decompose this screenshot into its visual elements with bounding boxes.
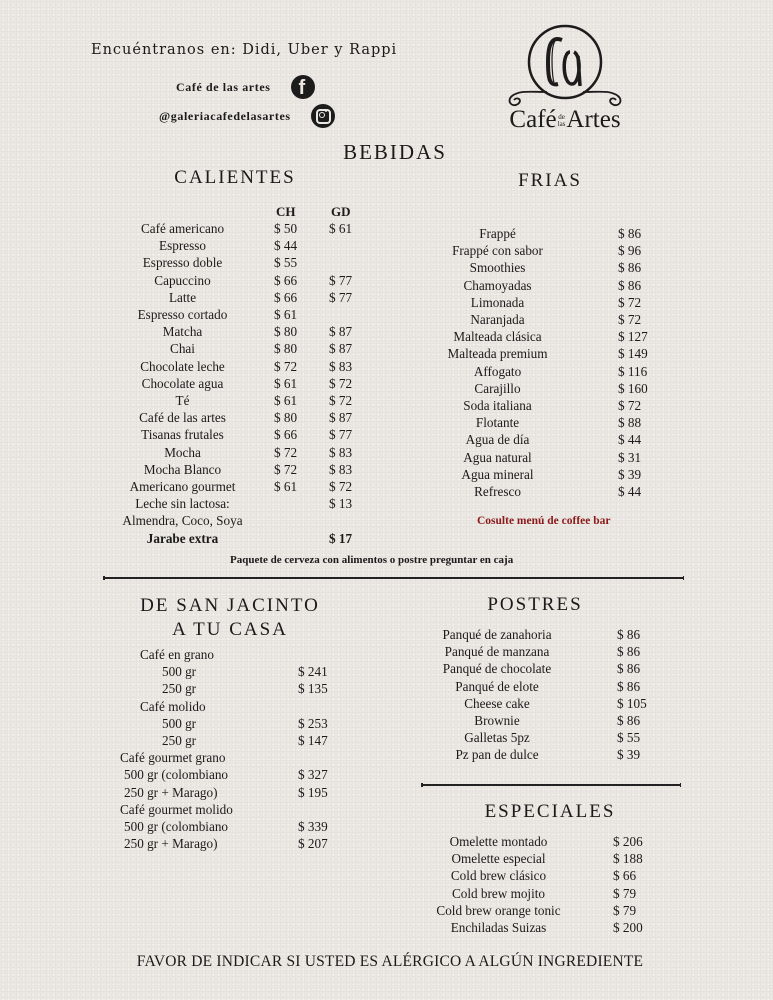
price-gd: $ 77 bbox=[329, 427, 353, 443]
item-name: Café americano bbox=[140, 221, 225, 236]
postres-divider bbox=[421, 784, 681, 786]
item-price: $ 327 bbox=[298, 767, 328, 783]
facebook-name: Café de las artes bbox=[176, 79, 271, 94]
item-name: 250 gr + Marago) bbox=[124, 784, 218, 800]
item-price: $ 86 bbox=[618, 226, 642, 241]
beer-note: Paquete de cerveza con alimentos o postre preguntar en caja bbox=[230, 554, 514, 566]
item-price: $ 86 bbox=[617, 661, 641, 677]
postres-title: POSTRES bbox=[487, 594, 583, 615]
calientes-title: CALIENTES bbox=[174, 167, 296, 188]
menu-item bbox=[432, 678, 641, 695]
item-name: Leche sin lactosa: bbox=[135, 496, 230, 512]
menu-item bbox=[140, 646, 290, 663]
item-name: 250 gr + Marago) bbox=[124, 836, 218, 852]
item-price: $ 44 bbox=[618, 484, 642, 499]
delivery-apps-text: Encuéntranos en: Didi, Uber y Rappi bbox=[91, 42, 398, 58]
menu-item bbox=[110, 392, 353, 409]
item-name: Café gourmet molido bbox=[120, 801, 233, 817]
logo-monogram-icon bbox=[490, 22, 640, 112]
item-price: $ 79 bbox=[613, 902, 637, 918]
price-ch: $ 66 bbox=[274, 272, 298, 288]
menu-item bbox=[430, 483, 642, 500]
item-name: Matcha bbox=[162, 324, 203, 340]
item-price: $ 31 bbox=[618, 449, 642, 465]
item-price: $ 88 bbox=[618, 415, 642, 431]
item-name: Affogato bbox=[473, 363, 522, 379]
menu-item bbox=[120, 801, 270, 818]
price-ch: $ 72 bbox=[274, 444, 298, 460]
instagram-handle: @galeriacafedelasartes bbox=[159, 108, 291, 123]
menu-item bbox=[432, 695, 647, 712]
menu-item bbox=[430, 242, 642, 259]
logo-word-de: de bbox=[558, 113, 565, 122]
menu-item bbox=[110, 237, 298, 254]
menu-item bbox=[110, 512, 255, 529]
price-gd: $ 72 bbox=[329, 375, 353, 391]
item-name: Smoothies bbox=[469, 260, 526, 276]
price-gd: $ 72 bbox=[329, 479, 353, 494]
menu-item bbox=[430, 225, 642, 242]
item-price: $ 72 bbox=[618, 312, 642, 327]
item-name: 500 gr (colombiano bbox=[124, 767, 229, 783]
menu-item bbox=[110, 375, 353, 392]
item-name: Almendra, Coco, Soya bbox=[122, 513, 243, 529]
price-ch: $ 80 bbox=[274, 341, 298, 357]
menu-item bbox=[124, 784, 328, 801]
item-name: Cold brew orange tonic bbox=[436, 902, 561, 918]
item-name: Panqué de chocolate bbox=[442, 661, 552, 677]
price-gd: $ 83 bbox=[329, 461, 353, 477]
item-price: $ 86 bbox=[617, 713, 641, 728]
item-name: 500 gr bbox=[162, 715, 197, 731]
menu-item bbox=[430, 431, 642, 448]
item-name: Galletas 5pz bbox=[464, 730, 530, 746]
item-price: $ 79 bbox=[613, 885, 637, 901]
item-price: $ 86 bbox=[617, 644, 641, 660]
menu-item bbox=[432, 729, 641, 746]
item-name: Panqué de zanahoria bbox=[442, 627, 552, 642]
price-gd: $ 83 bbox=[329, 358, 353, 374]
item-price: $ 339 bbox=[298, 819, 328, 834]
menu-item bbox=[120, 749, 270, 766]
menu-item bbox=[110, 444, 353, 461]
instagram-link[interactable] bbox=[159, 104, 335, 128]
col-header-gd: GD bbox=[331, 204, 351, 219]
logo-word-artes: Artes bbox=[566, 106, 621, 133]
item-name: Agua natural bbox=[463, 449, 532, 465]
item-price: $ 55 bbox=[617, 730, 641, 746]
price-gd: $ 77 bbox=[329, 272, 353, 288]
item-name: Pz pan de dulce bbox=[455, 747, 539, 763]
price-ch: $ 61 bbox=[274, 393, 298, 408]
item-price: $ 39 bbox=[617, 747, 641, 763]
item-name: Enchiladas Suizas bbox=[450, 920, 547, 935]
menu-item bbox=[140, 698, 290, 715]
menu-item bbox=[430, 328, 648, 345]
item-name: Soda italiana bbox=[463, 398, 532, 413]
item-name: 500 gr (colombiano bbox=[124, 819, 229, 834]
especiales-title: ESPECIALES bbox=[484, 801, 616, 822]
item-price: $ 39 bbox=[618, 466, 642, 482]
item-name: Chai bbox=[170, 341, 195, 357]
item-name: Café molido bbox=[140, 698, 206, 714]
item-price: $ 135 bbox=[298, 681, 328, 697]
item-price: $ 195 bbox=[298, 784, 328, 800]
item-name: Espresso bbox=[159, 238, 206, 254]
san-jacinto-title bbox=[120, 594, 340, 642]
frias-title: FRIAS bbox=[518, 170, 582, 191]
price-ch: $ 66 bbox=[274, 289, 298, 305]
item-name: Naranjada bbox=[470, 312, 525, 327]
menu-item bbox=[110, 461, 353, 478]
menu-item bbox=[426, 885, 637, 902]
menu-item bbox=[430, 311, 642, 328]
item-price: $ 116 bbox=[618, 363, 648, 379]
menu-item bbox=[162, 680, 328, 697]
menu-item bbox=[124, 818, 328, 835]
item-name: Agua de día bbox=[465, 432, 530, 448]
price-gd: $ 61 bbox=[329, 221, 353, 236]
logo-word-de-las bbox=[558, 114, 566, 128]
san-jacinto-title-line1: DE SAN JACINTO bbox=[140, 595, 320, 616]
menu-item bbox=[430, 345, 648, 362]
menu-item bbox=[432, 626, 641, 643]
item-price: $ 207 bbox=[298, 836, 328, 852]
item-name: Panqué de elote bbox=[455, 678, 539, 694]
item-name: Omelette montado bbox=[449, 834, 548, 849]
menu-item bbox=[110, 495, 353, 512]
menu-item bbox=[430, 277, 642, 294]
menu-item bbox=[124, 835, 328, 852]
item-name: Cold brew clásico bbox=[450, 868, 547, 884]
menu-item bbox=[426, 902, 637, 919]
menu-item bbox=[432, 712, 641, 729]
item-price: $ 105 bbox=[617, 695, 647, 711]
menu-item bbox=[110, 254, 298, 271]
cafe-logo bbox=[490, 22, 640, 134]
item-price: $ 86 bbox=[618, 277, 642, 293]
menu-item bbox=[432, 643, 641, 660]
item-name: Jarabe extra bbox=[146, 531, 219, 546]
item-name: Mocha bbox=[164, 444, 201, 460]
menu-item bbox=[430, 414, 642, 431]
menu-item bbox=[110, 272, 353, 289]
item-name: Malteada clásica bbox=[453, 329, 542, 345]
price-ch: $ 50 bbox=[274, 221, 298, 236]
price-gd: $ 13 bbox=[329, 496, 353, 512]
item-name: Café en grano bbox=[140, 647, 214, 662]
item-price: $ 86 bbox=[617, 678, 641, 694]
item-price: $ 72 bbox=[618, 294, 642, 310]
item-price: $ 44 bbox=[618, 432, 642, 448]
menu-item bbox=[124, 766, 328, 783]
menu-item bbox=[110, 358, 353, 375]
item-name: Espresso cortado bbox=[137, 307, 228, 322]
price-gd: $ 72 bbox=[329, 393, 353, 408]
menu-item bbox=[110, 426, 353, 443]
price-gd: $ 87 bbox=[329, 324, 353, 340]
menu-item bbox=[110, 340, 353, 357]
item-price: $ 127 bbox=[618, 329, 648, 345]
item-name: Malteada premium bbox=[447, 346, 548, 362]
col-header-ch: CH bbox=[276, 204, 296, 219]
item-name: Mocha Blanco bbox=[143, 461, 222, 477]
coffee-bar-note: Cosulte menú de coffee bar bbox=[477, 515, 611, 527]
item-name: Cold brew mojito bbox=[451, 885, 546, 901]
price-gd: $ 83 bbox=[329, 444, 353, 460]
item-name: Carajillo bbox=[474, 380, 521, 396]
facebook-link[interactable] bbox=[176, 75, 315, 99]
item-name: 250 gr bbox=[162, 733, 197, 748]
menu-item bbox=[162, 732, 328, 749]
item-name: 250 gr bbox=[162, 681, 197, 697]
item-name: Omelette especial bbox=[451, 851, 546, 867]
logo-word-cafe: Café bbox=[509, 106, 557, 133]
price-gd: $ 77 bbox=[329, 289, 353, 305]
menu-item bbox=[430, 259, 642, 276]
menu-item bbox=[162, 663, 328, 680]
menu-item bbox=[430, 294, 642, 311]
jarabe-extra-row bbox=[110, 530, 353, 547]
item-price: $ 149 bbox=[618, 346, 648, 362]
menu-item bbox=[110, 289, 353, 306]
san-jacinto-title-line2: A TU CASA bbox=[172, 619, 288, 640]
item-name: Limonada bbox=[470, 294, 525, 310]
item-name: Chamoyadas bbox=[463, 277, 532, 293]
logo-wordmark bbox=[490, 106, 640, 134]
price-ch: $ 80 bbox=[274, 410, 298, 426]
item-name: Panqué de manzana bbox=[444, 644, 550, 660]
bebidas-title: BEBIDAS bbox=[343, 140, 447, 164]
item-price: $ 147 bbox=[298, 733, 328, 748]
item-name: Capuccino bbox=[154, 272, 211, 288]
item-name: Chocolate agua bbox=[141, 375, 224, 391]
item-name: Espresso doble bbox=[142, 255, 223, 271]
item-name: 500 gr bbox=[162, 664, 197, 680]
item-name: Agua mineral bbox=[461, 466, 534, 482]
price-ch: $ 55 bbox=[274, 255, 298, 271]
menu-item bbox=[426, 850, 643, 867]
price-ch: $ 80 bbox=[274, 324, 298, 340]
menu-item bbox=[432, 746, 641, 763]
item-name: Latte bbox=[168, 289, 197, 305]
item-name: Café de las artes bbox=[139, 410, 226, 426]
item-name: Frappé con sabor bbox=[452, 243, 543, 259]
item-price: $ 241 bbox=[298, 664, 328, 680]
item-price: $ 200 bbox=[613, 920, 643, 935]
price-ch: $ 61 bbox=[274, 375, 298, 391]
price-ch: $ 61 bbox=[274, 307, 298, 322]
menu-item bbox=[162, 715, 328, 732]
menu-item bbox=[426, 867, 637, 884]
price-ch: $ 72 bbox=[274, 461, 298, 477]
item-price: $ 66 bbox=[613, 868, 637, 884]
price-ch: $ 44 bbox=[274, 238, 298, 254]
menu-item bbox=[430, 449, 642, 466]
item-name: Refresco bbox=[474, 484, 521, 499]
instagram-icon bbox=[311, 104, 335, 128]
item-name: Brownie bbox=[474, 713, 520, 728]
item-price: $ 188 bbox=[613, 851, 643, 867]
item-name: Flotante bbox=[475, 415, 520, 431]
item-name: Té bbox=[175, 393, 190, 408]
menu-item bbox=[110, 409, 353, 426]
item-name: Café gourmet grano bbox=[120, 750, 226, 766]
item-price: $ 96 bbox=[618, 243, 642, 259]
item-name: Chocolate leche bbox=[140, 358, 225, 374]
item-price: $ 86 bbox=[618, 260, 642, 276]
price-gd: $ 87 bbox=[329, 341, 353, 357]
price-ch: $ 66 bbox=[274, 427, 298, 443]
item-name: Tisanas frutales bbox=[141, 427, 224, 443]
menu-item bbox=[430, 363, 648, 380]
item-name: Cheese cake bbox=[464, 695, 530, 711]
facebook-icon: f bbox=[291, 75, 315, 99]
section-divider bbox=[103, 577, 684, 579]
menu-item bbox=[110, 323, 353, 340]
menu-item bbox=[110, 220, 353, 237]
menu-item bbox=[426, 919, 643, 936]
menu-item bbox=[430, 466, 642, 483]
price-ch: $ 61 bbox=[274, 479, 298, 494]
item-price: $ 86 bbox=[617, 627, 641, 642]
logo-word-las: las bbox=[557, 120, 566, 129]
item-price: $ 206 bbox=[613, 834, 643, 849]
menu-item bbox=[430, 380, 648, 397]
item-name: Americano gourmet bbox=[129, 479, 236, 494]
item-price: $ 160 bbox=[618, 380, 648, 396]
menu-item bbox=[110, 478, 353, 495]
item-name: Frappé bbox=[479, 226, 516, 241]
menu-item bbox=[432, 660, 641, 677]
menu-item bbox=[426, 833, 643, 850]
menu-item bbox=[110, 306, 298, 323]
allergy-notice: FAVOR DE INDICAR SI USTED ES ALÉRGICO A ALGÚN INGREDIENTE bbox=[136, 953, 644, 970]
item-price: $ 253 bbox=[298, 715, 328, 731]
price-ch: $ 72 bbox=[274, 358, 298, 374]
menu-item bbox=[430, 397, 642, 414]
price-gd: $ 87 bbox=[329, 410, 353, 426]
item-price: $ 72 bbox=[618, 398, 642, 413]
item-price: $ 17 bbox=[329, 531, 353, 546]
